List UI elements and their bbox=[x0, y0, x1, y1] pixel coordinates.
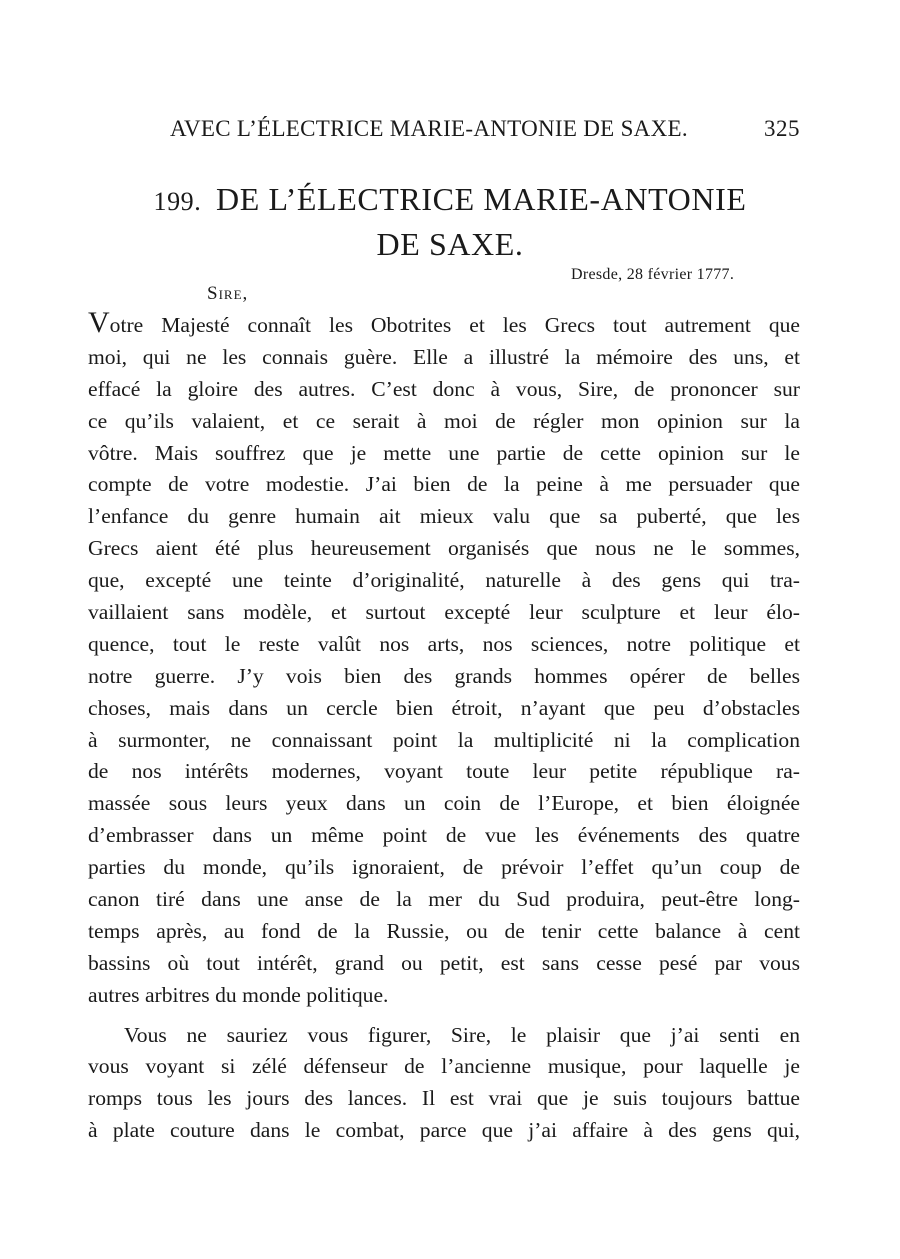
dateline: Dresde, 28 février 1777. bbox=[571, 266, 735, 283]
letter-heading bbox=[0, 178, 900, 265]
text-line: compte de votre modestie. J’ai bien de la peine à me persuader que bbox=[88, 472, 800, 497]
text-line: d’embrasser dans un même point de vue les événements des quatre bbox=[88, 823, 800, 848]
page-number: 325 bbox=[764, 116, 800, 141]
text-line bbox=[88, 306, 800, 342]
text-line: à surmonter, ne connaissant point la multiplicité ni la complication bbox=[88, 727, 800, 752]
text-line: romps tous les jours des lances. Il est vrai que je suis toujours battue bbox=[88, 1086, 800, 1111]
letter-heading-line-2: DE SAXE. bbox=[376, 226, 524, 262]
drop-cap: V bbox=[88, 306, 110, 339]
text-line: temps après, au fond de la Russie, ou de tenir cette balance à cent bbox=[88, 918, 800, 943]
running-head-title: AVEC L’ÉLECTRICE MARIE-ANTONIE DE SAXE. bbox=[170, 116, 688, 141]
text-line: ce qu’ils valaient, et ce serait à moi de régler mon opinion sur la bbox=[88, 408, 800, 433]
letter-body bbox=[88, 306, 800, 1147]
text-line: parties du monde, qu’ils ignoraient, de prévoir l’effet qu’un coup de bbox=[88, 855, 800, 880]
letter-title-part-1: DE L’ÉLECTRICE MARIE-ANTONIE bbox=[215, 181, 747, 217]
text-line: Vous ne sauriez vous figurer, Sire, le plaisir que j’ai senti en bbox=[124, 1022, 800, 1047]
text-line: Grecs aient été plus heureusement organisés que nous ne le sommes, bbox=[88, 536, 800, 561]
text-line: choses, mais dans un cercle bien étroit, n’ayant que peu d’obstacles bbox=[88, 695, 800, 720]
text-line-content: otre Majesté connaît les Obotrites et les Grecs tout autrement que bbox=[109, 313, 800, 337]
text-line: canon tiré dans une anse de la mer du Sud produira, peut-être long- bbox=[88, 887, 800, 912]
paragraph-gap bbox=[88, 1012, 800, 1020]
text-line: autres arbitres du monde politique. bbox=[88, 982, 389, 1007]
paragraph-2 bbox=[88, 1020, 800, 1148]
text-line: effacé la gloire des autres. C’est donc à vous, Sire, de prononcer sur bbox=[88, 376, 800, 401]
salutation: Sire, bbox=[207, 283, 249, 304]
text-line: l’enfance du genre humain ait mieux valu que sa puberté, que les bbox=[88, 504, 800, 529]
paragraph-1 bbox=[88, 306, 800, 1012]
text-line: que, excepté une teinte d’originalité, naturelle à des gens qui tra- bbox=[88, 568, 800, 593]
letter-heading-line-1 bbox=[0, 178, 900, 223]
text-line: bassins où tout intérêt, grand ou petit, est sans cesse pesé par vous bbox=[88, 950, 800, 975]
text-line: quence, tout le reste valût nos arts, nos sciences, notre politique et bbox=[88, 631, 800, 656]
text-line: moi, qui ne les connais guère. Elle a illustré la mémoire des uns, et bbox=[88, 344, 800, 369]
letter-number: 199. bbox=[153, 187, 202, 216]
text-line: vôtre. Mais souffrez que je mette une partie de cette opinion sur le bbox=[88, 440, 800, 465]
text-line: massée sous leurs yeux dans un coin de l’Europe, et bien éloignée bbox=[88, 791, 800, 816]
text-line: vous voyant si zélé défenseur de l’ancienne musique, pour laquelle je bbox=[88, 1054, 800, 1079]
text-line: notre guerre. J’y vois bien des grands hommes opérer de belles bbox=[88, 663, 800, 688]
text-line: à plate couture dans le combat, parce que j’ai affaire à des gens qui, bbox=[88, 1118, 800, 1143]
text-line: de nos intérêts modernes, voyant toute leur petite république ra- bbox=[88, 759, 800, 784]
running-head bbox=[170, 116, 800, 142]
text-line: vaillaient sans modèle, et surtout excepté leur sculpture et leur élo- bbox=[88, 600, 800, 625]
